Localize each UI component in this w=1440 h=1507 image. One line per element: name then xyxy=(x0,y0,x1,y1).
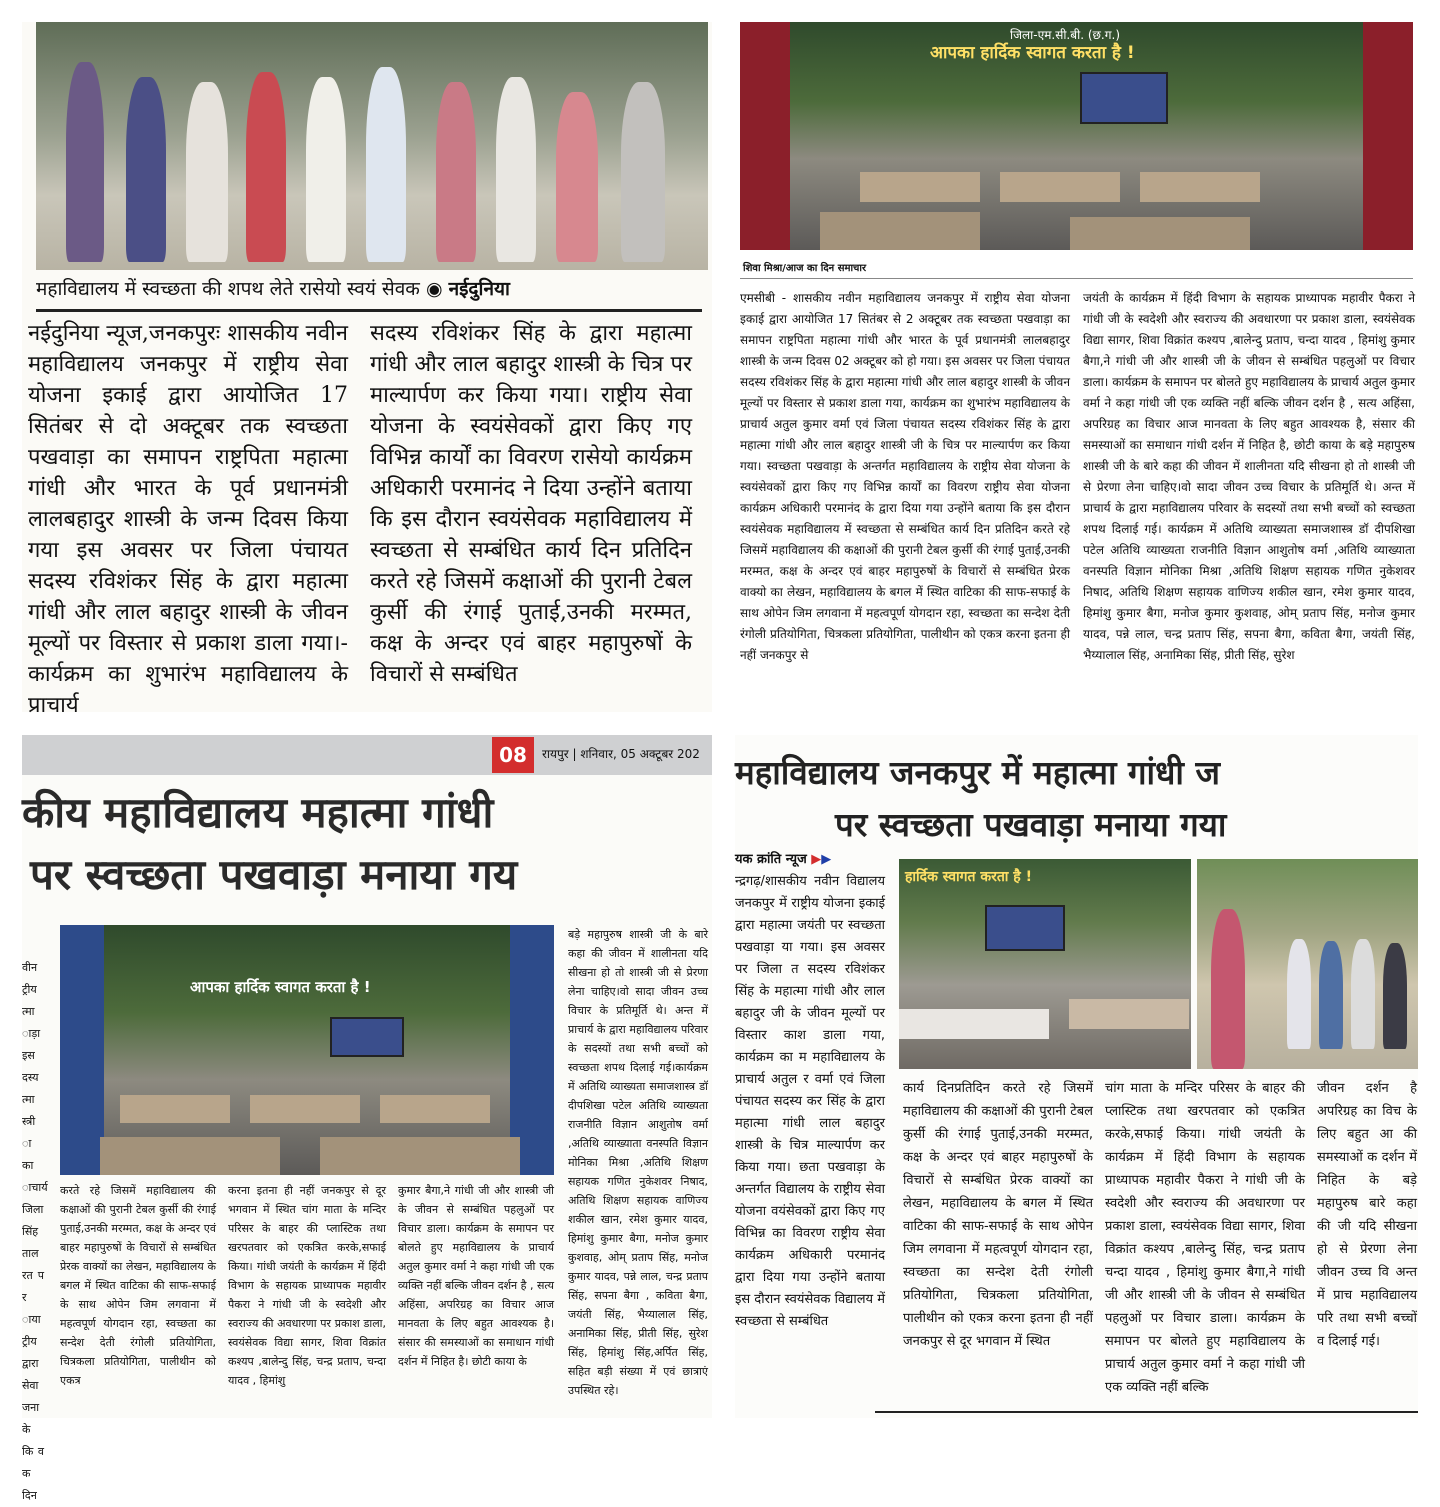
headline-line-1: कीय महाविद्यालय महात्मा गांधी xyxy=(22,788,494,837)
article-column-1: करते रहे जिसमें महाविद्यालय की कक्षाओं की पुरानी टेबल कुर्सी की रंगाई पुताई,उनकी मरम्मत, कक्ष के अन्दर एवं बाहर महापुरुषों के विचारों से सम्बंधित प्रेरक वाक्यों का लेखन, महाविद्यालय के बगल में स्थित वाटिका की साफ-सफाई के साथ ओपेन जिम लगवाना में महत्वपूर्ण योगदान रहा, स्वच्छता का सन्देश देती रंगोली प्रतियोगिता, चित्रकला प्रतियोगिता, पालीथीन को एकत्र xyxy=(60,1184,216,1387)
article-column-4: जीवन दर्शन है अपरिग्रह का विच के लिए बहुत आ की समस्याओं क दर्शन में निहित के बड़े महापुरुष बारे कहा की जी यदि सीखना हो से प्रेरणा लेना जीवन उच्च वि अन्त में प्राच महाविद्यालय परि तथा सभी बच्चों व दिलाई गई। xyxy=(1317,1081,1417,1349)
clipping-naidunia xyxy=(22,22,712,718)
seminar-stage-photo xyxy=(899,859,1191,1069)
headline-line-1: महाविद्यालय जनकपुर में महात्मा गांधी ज xyxy=(735,753,1220,792)
left-strip-text: वीन ट्रीय त्मा ाड़ा इस दस्य त्मा स्त्री ा का ाचार्य जिला सिंह ताल रत पर ाया ट्रीय द्वारा सेवा जना के कि वक दिन xyxy=(22,961,48,1502)
projector-screen xyxy=(330,1017,404,1057)
welcome-banner: आपका हार्दिक स्वागत करता है ! xyxy=(930,43,1135,63)
news-source xyxy=(735,849,831,867)
article-column-1: एमसीबी - शासकीय नवीन महाविद्यालय जनकपुर में राष्ट्रीय सेवा योजना इकाई द्वारा आयोजित 17 सितंबर से 2 अक्टूबर तक स्वच्छता पखवाड़ा का समापन राष्ट्रपिता महात्मा गांधी और भारत के पूर्व प्रधानमंत्री लालबहादुर शास्त्री के जन्म दिवस 02 अक्टूबर को हो गया। इस अवसर पर जिला पंचायत सदस्य रविशंकर सिंह के द्वारा महात्मा गांधी और लाल बहादुर शास्त्री के जीवन मूल्यों पर विस्तार से प्रकाश डाला गया, कार्यक्रम का शुभारंभ महाविद्यालय के प्राचार्य अतुल कुमार वर्मा एवं जिला पंचायत सदस्य रविशंकर सिंह के द्वारा महात्मा गांधी और लाल बहादुर शास्त्री जी के चित्र पर माल्यार्पण कर किया गया। स्वच्छता पखवाड़ा के अन्तर्गत महाविद्यालय के राष्ट्रीय सेवा योजना के स्वयंसेवकों द्वारा किए गए विभिन्न कार्यों का विवरण राष्ट्रीय सेवा योजना कार्यक्रम अधिकारी परमानंद के द्वारा दिया गया उन्होंने बताया कि इस दौरान स्वयंसेवक महाविद्यालय में स्वच्छता से सम्बंधित कार्य दिन प्रतिदिन करते रहे जिसमें महाविद्यालय की कक्षाओं की पुरानी टेबल कुर्सी की रंगाई पुताई,उनकी मरम्मत, कक्ष के अन्दर एवं बाहर महापुरुषों के विचारों से सम्बंधित प्रेरक वाक्यो का लेखन, महाविद्यालय के बगल में स्थित वाटिका की साफ-सफाई के साथ ओपेन जिम लगवाना में महत्वपूर्ण योगदान रहा, स्वच्छता का सन्देश देती रंगोली प्रतियोगिता, चित्रकला प्रतियोगिता, पालीथीन को एकत्र करना इतना ही नहीं जनकपुर से xyxy=(740,291,1070,662)
arrow-icon: ▶ xyxy=(821,852,832,867)
clipping-raipur-page-08 xyxy=(22,735,712,1502)
article-column-2: जयंती के कार्यक्रम में हिंदी विभाग के सहायक प्राध्यापक महावीर पैकरा ने गांधी जी के स्वदेशी और स्वराज्य की अवधारणा पर प्रकाश डाला, स्वयंसेवक विद्या सागर, शिवा विक्रांत कश्यप ,बालेन्दु प्रताप, चन्दा यादव , हिमांशु कुमार बैगा,ने गांधी जी और शास्त्री जी के जीवन से सम्बंधित पहलुओं पर विचार डाला। कार्यक्रम के समापन पर बोलते हुए महाविद्यालय के प्राचार्य अतुल कुमार वर्मा ने कहा गांधी जी एक व्यक्ति नहीं बल्कि जीवन दर्शन है , सत्य अहिंसा, अपरिग्रह का विचार आज मानवता के लिए बहुत आवश्यक है, संसार की समस्याओं का समाधान गांधी दर्शन में निहित है, छोटी काया के बड़े महापुरुष शास्त्री जी के बारे कहा की जीवन में शालीनता यदि सीखना हो तो शास्त्री जी से प्रेरणा लेना चाहिए।वो सादा जीवन उच्च विचार के प्रतिमूर्ति थे। अन्त में प्राचार्य के द्वारा महाविद्यालय परिवार के सदस्यों तथा सभी बच्चों को स्वच्छता शपथ दिलाई गई। कार्यक्रम में अतिथि व्याख्यता समाजशास्त्र डॉ दीपशिखा पटेल अतिथि व्याख्यता राजनीति विज्ञान आशुतोष वर्मा ,अतिथि व्याख्याता वनस्पति विज्ञान मोनिका मिश्रा ,अतिथि शिक्षण सहायक गणित नुकेशवर निषाद, अतिथि शिक्षण सहायक वाणिज्य शकील खान, रमेश कुमार यादव, हिमांशु कुमार बैगा, मनोज कुमार कुशवाह, ओम् प्रताप सिंह, मनोज कुमार यादव, पन्ने लाल, चन्द्र प्रताप सिंह, सपना बैगा, कविता बैगा, जयंती सिंह, भैय्यालाल सिंह, अनामिका सिंह, प्रीती सिंह, सुरेश xyxy=(1083,291,1415,662)
welcome-banner: हार्दिक स्वागत करता है ! xyxy=(905,869,1032,885)
photo-caption xyxy=(36,274,708,304)
banner-district: जिला-एम.सी.बी. (छ.ग.) xyxy=(1010,28,1120,42)
article-column-1: न्द्रगढ़/शासकीय नवीन विद्यालय जनकपुर में राष्ट्रीय योजना इकाई द्वारा महात्मा जयंती पर स्वच्छता पखवाड़ा या गया। इस अवसर पर जिला त सदस्य रविशंकर सिंह के महात्मा गांधी और लाल बहादुर जी के जीवन मूल्यों पर विस्तार काश डाला गया, कार्यक्रम का म महाविद्यालय के प्राचार्य अतुल र वर्मा एवं जिला पंचायत सदस्य कर सिंह के द्वारा महात्मा गांधी लाल बहादुर शास्त्री के चित्र माल्यार्पण कर किया गया। छता पखवाड़ा के अन्तर्गत विद्यालय के राष्ट्रीय सेवा योजना वयंसेवकों द्वारा किए गए विभिन्न का विवरण राष्ट्रीय सेवा कार्यक्रम अधिकारी परमानंद द्वारा दिया गया उन्होंने बताया इस दौरान स्वयंसेवक विद्यालय में स्वच्छता से सम्बंधित xyxy=(735,874,885,1329)
credit-rule xyxy=(740,278,1413,279)
headline-line-2: पर स्वच्छता पखवाड़ा मनाया गय xyxy=(30,850,518,899)
arrow-icon: ▶ xyxy=(811,852,822,867)
page-number-badge: 08 xyxy=(492,737,534,773)
students-oath-photo xyxy=(36,22,708,270)
seminar-hall-photo xyxy=(60,925,554,1175)
article-column-4: बड़े महापुरुष शास्त्री जी के बारे कहा की जीवन में शालीनता यदि सीखना हो तो शास्त्री जी से प्रेरणा लेना चाहिए।वो सादा जीवन उच्च विचार के प्रतिमूर्ति थे। अन्त में प्राचार्य के द्वारा महाविद्यालय परिवार के सदस्यों तथा सभी बच्चों को स्वच्छता शपथ दिलाई गई।कार्यक्रम में अतिथि व्याख्यता समाजशास्त्र डॉ दीपशिखा पटेल अतिथि व्याख्यता राजनीति विज्ञान आशुतोष वर्मा ,अतिथि व्याख्याता वनस्पति विज्ञान मोनिका मिश्रा ,अतिथि शिक्षण सहायक गणित नुकेशवर निषाद, अतिथि शिक्षण सहायक वाणिज्य शकील खान, रमेश कुमार यादव, हिमांशु कुमार बैगा, मनोज कुमार कुशवाह, ओम् प्रताप सिंह, मनोज कुमार यादव, पन्ने लाल, चन्द्र प्रताप सिंह, सपना बैगा , कविता बैगा, जयंती सिंह, भैय्यालाल सिंह, अनामिका सिंह, प्रीती सिंह, सुरेश सिंह, हिमांशु सिंह,अर्पित सिंह, सहित बड़ी संख्या में एवं छात्राएं उपस्थित रहे। xyxy=(568,928,708,1397)
photo-credit: शिवा मिश्रा/आज का दिन समाचार xyxy=(743,263,867,274)
caption-text: महाविद्यालय में स्वच्छता की शपथ लेते रासेयो स्वयं सेवक xyxy=(36,278,420,300)
clipping-kranti-news xyxy=(735,735,1418,1418)
article-column-1: नईदुनिया न्यूज,जनकपुरः शासकीय नवीन महाविद्यालय जनकपुर में राष्ट्रीय सेवा योजना इकाई द्वारा आयोजित 17 सितंबर से दो अक्टूबर तक स्वच्छता पखवाड़ा का समापन राष्ट्रपिता महात्मा गांधी और भारत के पूर्व प्रधानमंत्री लालबहादुर शास्त्री के जन्म दिवस किया गया इस अवसर पर जिला पंचायत सदस्य रविशंकर सिंह के द्वारा महात्मा गांधी और लाल बहादुर शास्त्री के जीवन मूल्यों पर विस्तार से प्रकाश डाला गया।- कार्यक्रम का शुभारंभ महाविद्यालय के प्राचार्य xyxy=(28,321,348,718)
article-column-2: सदस्य रविशंकर सिंह के द्वारा महात्मा गांधी और लाल बहादुर शास्त्री के चित्र पर माल्यार्पण कर किया गया। राष्ट्रीय सेवा योजना के स्वयंसेवकों द्वारा किए गए विभिन्न कार्यों का विवरण रासेयो कार्यक्रम अधिकारी परमानंद ने दिया उन्होंने बताया कि इस दौरान स्वयंसेवक महाविद्यालय में स्वच्छता से सम्बंधित कार्य दिन प्रतिदिन करते रहे जिसमें कक्षाओं की पुरानी टेबल कुर्सी की रंगाई पुताई,उनकी मरम्मत, कक्ष के अन्दर एवं बाहर महापुरुषों के विचारों से सम्बंधित xyxy=(370,321,692,687)
cleanliness-drive-photo xyxy=(1197,859,1418,1069)
news-source-label: यक क्रांति न्यूज xyxy=(735,852,807,867)
bottom-rule xyxy=(875,1411,1418,1413)
welcome-banner: आपका हार्दिक स्वागत करता है ! xyxy=(190,978,371,996)
caption-rule xyxy=(36,309,702,312)
article-column-2: कार्य दिनप्रतिदिन करते रहे जिसमें महाविद्यालय की कक्षाओं की पुरानी टेबल कुर्सी की रंगाई पुताई,उनकी मरम्मत, कक्ष के अन्दर एवं बाहर महापुरुषों के विचारों से सम्बंधित प्रेरक वाक्यों का लेखन, महाविद्यालय के बगल में स्थित वाटिका की साफ-सफाई के साथ ओपेन जिम लगवाना में महत्वपूर्ण योगदान रहा, स्वच्छता का सन्देश देती रंगोली प्रतियोगिता, चित्रकला प्रतियोगिता, पालीथीन को एकत्र करना इतना ही नहीं जनकपुर से दूर भगवान में स्थित xyxy=(903,1081,1093,1349)
headline-line-2: पर स्वच्छता पखवाड़ा मनाया गया xyxy=(835,805,1227,844)
projector-screen xyxy=(985,905,1065,951)
seminar-hall-photo xyxy=(740,22,1413,250)
caption-source: नईदुनिया xyxy=(448,278,510,300)
clipping-aaj-ka-din xyxy=(735,22,1418,712)
dateline: रायपुर | शनिवार, 05 अक्टूबर 202 xyxy=(542,747,700,761)
article-column-3: चांग माता के मन्दिर परिसर के बाहर की प्लास्टिक तथा खरपतवार को एकत्रित करके,सफाई किया। गांधी जयंती के कार्यक्रम में हिंदी विभाग के सहायक प्राध्यापक महावीर पैकरा ने गांधी जी के स्वदेशी और स्वराज्य की अवधारणा पर प्रकाश डाला, स्वयंसेवक विद्या सागर, शिवा विक्रांत कश्यप ,बालेन्दु सिंह, चन्द्र प्रताप चन्दा यादव , हिमांशु कुमार बैगा,ने गांधी जी और शास्त्री जी के जीवन से सम्बंधित पहलुओं पर विचार डाला। कार्यक्रम के समापन पर बोलते हुए महाविद्यालय के प्राचार्य अतुल कुमार वर्मा ने कहा गांधी जी एक व्यक्ति नहीं बल्कि xyxy=(1105,1081,1305,1395)
article-column-3: कुमार बैगा,ने गांधी जी और शास्त्री जी के जीवन से सम्बंधित पहलुओं पर विचार डाला। कार्यक्रम के समापन पर बोलते हुए महाविद्यालय के प्राचार्य अतुल कुमार वर्मा ने कहा गांधी जी एक व्यक्ति नहीं बल्कि जीवन दर्शन है , सत्य अहिंसा, अपरिग्रह का विचार आज मानवता के लिए बहुत आवश्यक है। संसार की समस्याओं का समाधान गांधी दर्शन में निहित है। छोटी काया के xyxy=(398,1184,554,1368)
article-column-2: करना इतना ही नहीं जनकपुर से दूर भगवान में स्थित चांग माता के मन्दिर परिसर के बाहर की प्लास्टिक तथा खरपतवार को एकत्रित करके,सफाई किया। गांधी जयंती के कार्यक्रम में हिंदी विभाग के सहायक प्राध्यापक महावीर पैकरा ने गांधी जी के स्वदेशी और स्वराज्य की अवधारणा पर प्रकाश डाला, स्वयंसेवक विद्या सागर, शिवा विक्रांत कश्यप ,बालेन्दु सिंह, चन्द्र प्रताप, चन्दा यादव , हिमांशु xyxy=(228,1184,386,1387)
projector-screen xyxy=(1080,72,1168,124)
bullet-icon: ◉ xyxy=(425,278,449,300)
